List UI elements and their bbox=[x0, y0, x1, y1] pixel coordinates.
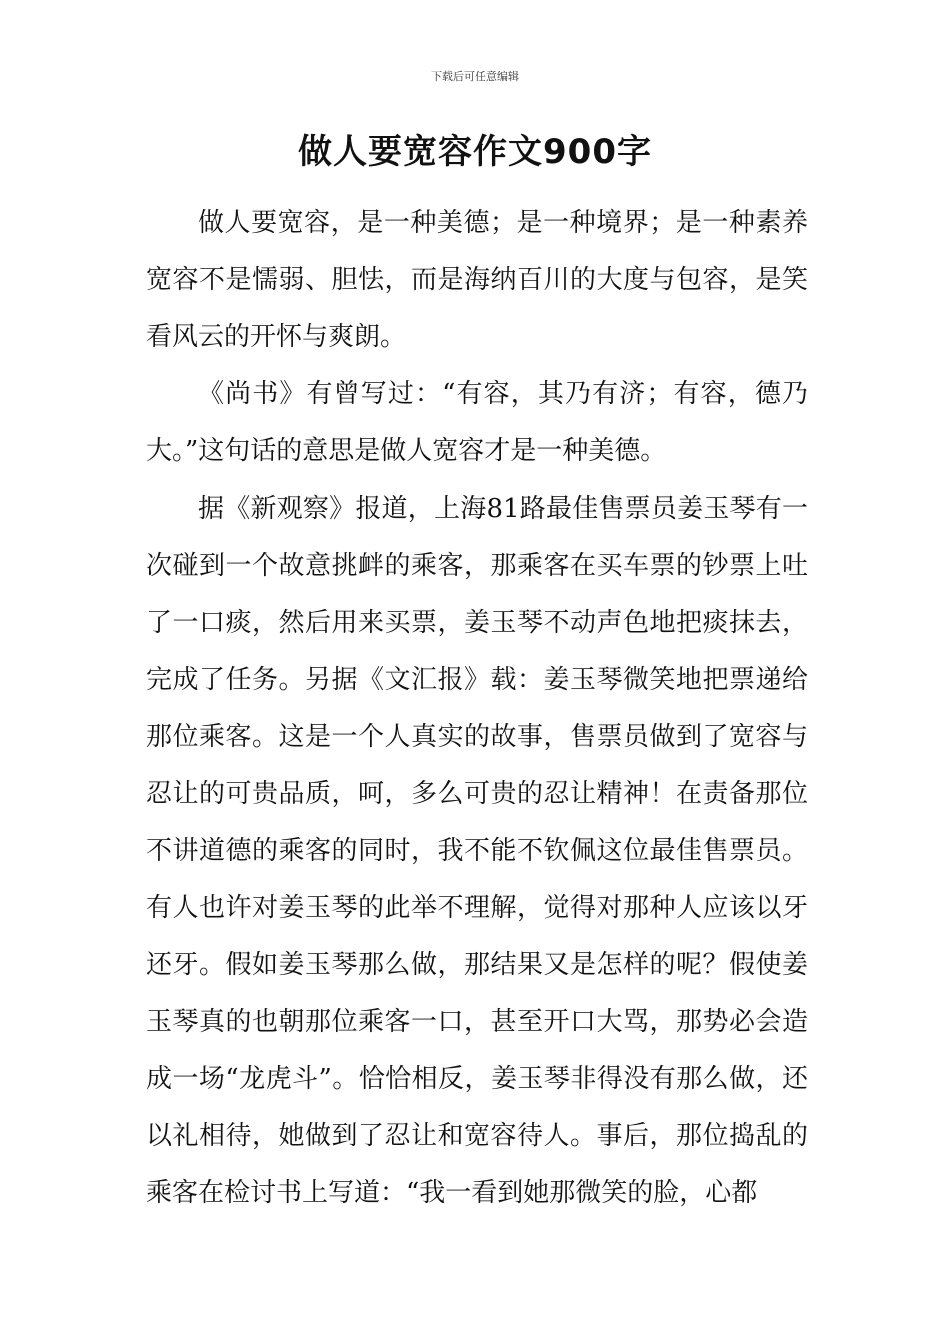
document-title: 做人要宽容作文900字 bbox=[298, 132, 652, 172]
paragraph: 据《新观察》报道，上海81路最佳售票员姜玉琴有一次碰到一个故意挑衅的乘客，那乘客在买车票的钞票上吐了一口痰，然后用来买票，姜玉琴不动声色地把痰抹去，完成了任务。另据《文汇报》载：姜玉琴微笑地把票递给那位乘客。这是一个人真实的故事，售票员做到了宽容与忍让的可贵品质，呵，多么可贵的忍让精神！在责备那位不讲道德的乘客的同时，我不能不钦佩这位最佳售票员。有人也许对姜玉琴的此举不理解，觉得对那种人应该以牙还牙。假如姜玉琴那么做，那结果又是怎样的呢？假使姜玉琴真的也朝那位乘客一口，甚至开口大骂，那势必会造成一场“龙虎斗”。恰恰相反，姜玉琴非得没有那么做，还以礼相待，她做到了忍让和宽容待人。事后，那位捣乱的乘客在检讨书上写道：“我一看到她那微笑的脸，心都 bbox=[146, 494, 808, 1208]
paragraph-2-block bbox=[146, 366, 808, 480]
paragraph: 做人要宽容，是一种美德；是一种境界；是一种素养宽容不是懦弱、胆怯，而是海纳百川的大度与包容，是笑看风云的开怀与爽朗。 bbox=[146, 208, 808, 352]
paragraph: 《尚书》有曾写过：“有容，其乃有济；有容，德乃大。”这句话的意思是做人宽容才是一种美德。 bbox=[146, 379, 808, 466]
paragraph-1-block bbox=[146, 195, 808, 366]
header-note: 下载后可任意编辑 bbox=[431, 70, 519, 83]
paragraph-3-block bbox=[146, 481, 808, 1222]
